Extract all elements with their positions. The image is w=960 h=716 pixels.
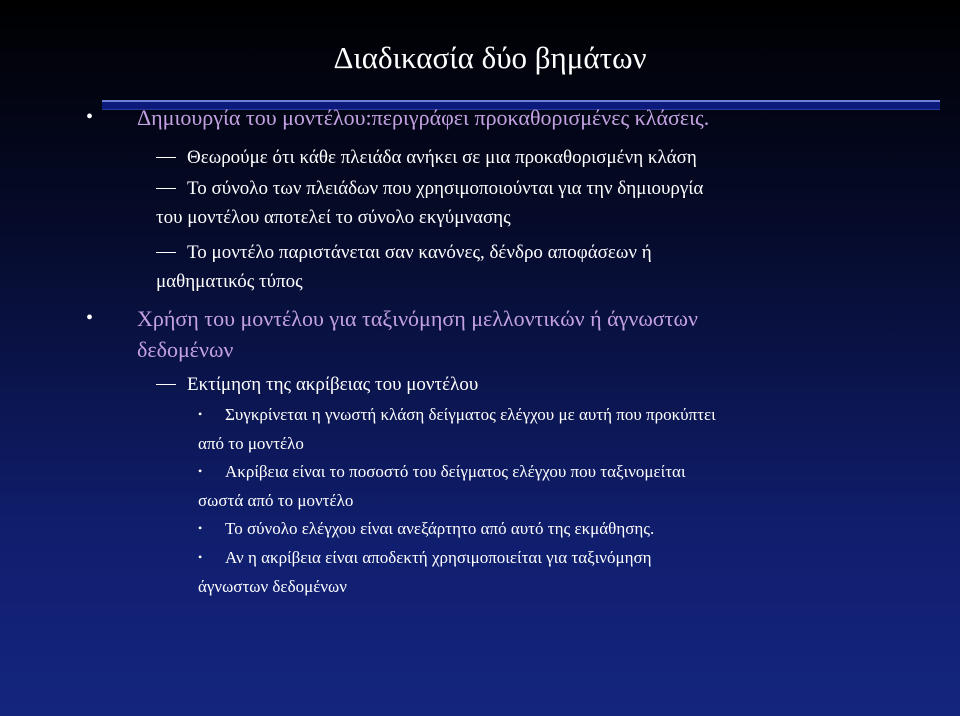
sub-sub-item-text-line2: από το μοντέλο (198, 434, 304, 453)
sub-item-text: Εκτίμηση της ακρίβειας του μοντέλου (187, 374, 479, 395)
bullet-text-line2: δεδομένων (137, 337, 234, 362)
dash-icon (156, 384, 176, 385)
bullet-icon: • (198, 407, 203, 421)
sub-item-training-set (156, 174, 703, 232)
bullet-text: Δημιουργία του μοντέλου:περιγράφει προκαθορισμένες κλάσεις. (137, 105, 710, 130)
sub-item-text-line2: μαθηματικός τύπος (156, 271, 303, 292)
sub-sub-item-text-line2: άγνωστων δεδομένων (198, 577, 347, 596)
sub-item-text-line1: Το μοντέλο παριστάνεται σαν κανόνες, δένδρο αποφάσεων ή (187, 242, 652, 263)
dash-icon (156, 157, 176, 158)
sub-item-model-representation (156, 238, 652, 296)
bullet-icon: • (86, 106, 94, 128)
bullet-item-model-creation (86, 102, 710, 133)
sub-sub-item-accuracy-definition (198, 458, 686, 515)
bullet-icon: • (198, 464, 203, 478)
sub-item-tuple-class (156, 143, 697, 172)
sub-item-text-line2: του μοντέλου αποτελεί το σύνολο εκγύμνασης (156, 207, 511, 228)
bullet-item-model-usage (86, 303, 698, 365)
sub-item-accuracy-estimation (156, 370, 478, 399)
bullet-icon: • (86, 307, 94, 329)
bullet-icon: • (198, 521, 203, 535)
sub-item-text: Θεωρούμε ότι κάθε πλειάδα ανήκει σε μια προκαθορισμένη κλάση (187, 147, 697, 168)
dash-icon (156, 252, 176, 253)
sub-sub-item-text-line1: Το σύνολο ελέγχου είναι ανεξάρτητο από αυτό της εκμάθησης. (225, 519, 655, 538)
sub-sub-item-text-line2: σωστά από το μοντέλο (198, 491, 354, 510)
sub-sub-item-accuracy-acceptable (198, 544, 652, 601)
dash-icon (156, 188, 176, 189)
sub-sub-item-text-line1: Ακρίβεια είναι το ποσοστό του δείγματος ελέγχου που ταξινομείται (225, 462, 686, 481)
sub-sub-item-test-set-independent (198, 515, 654, 544)
sub-sub-item-text-line1: Αν η ακρίβεια είναι αποδεκτή χρησιμοποιείται για ταξινόμηση (225, 548, 652, 567)
bullet-text-line1: Χρήση του μοντέλου για ταξινόμηση μελλοντικών ή άγνωστων (137, 306, 698, 331)
slide-title: Διαδικασία δύο βημάτων (333, 40, 647, 75)
sub-sub-item-compare-class (198, 401, 716, 458)
bullet-icon: • (198, 550, 203, 564)
sub-sub-item-text-line1: Συγκρίνεται η γνωστή κλάση δείγματος ελέγχου με αυτή που προκύπτει (225, 405, 716, 424)
sub-item-text-line1: Το σύνολο των πλειάδων που χρησιμοποιούνται για την δημιουργία (187, 178, 704, 199)
